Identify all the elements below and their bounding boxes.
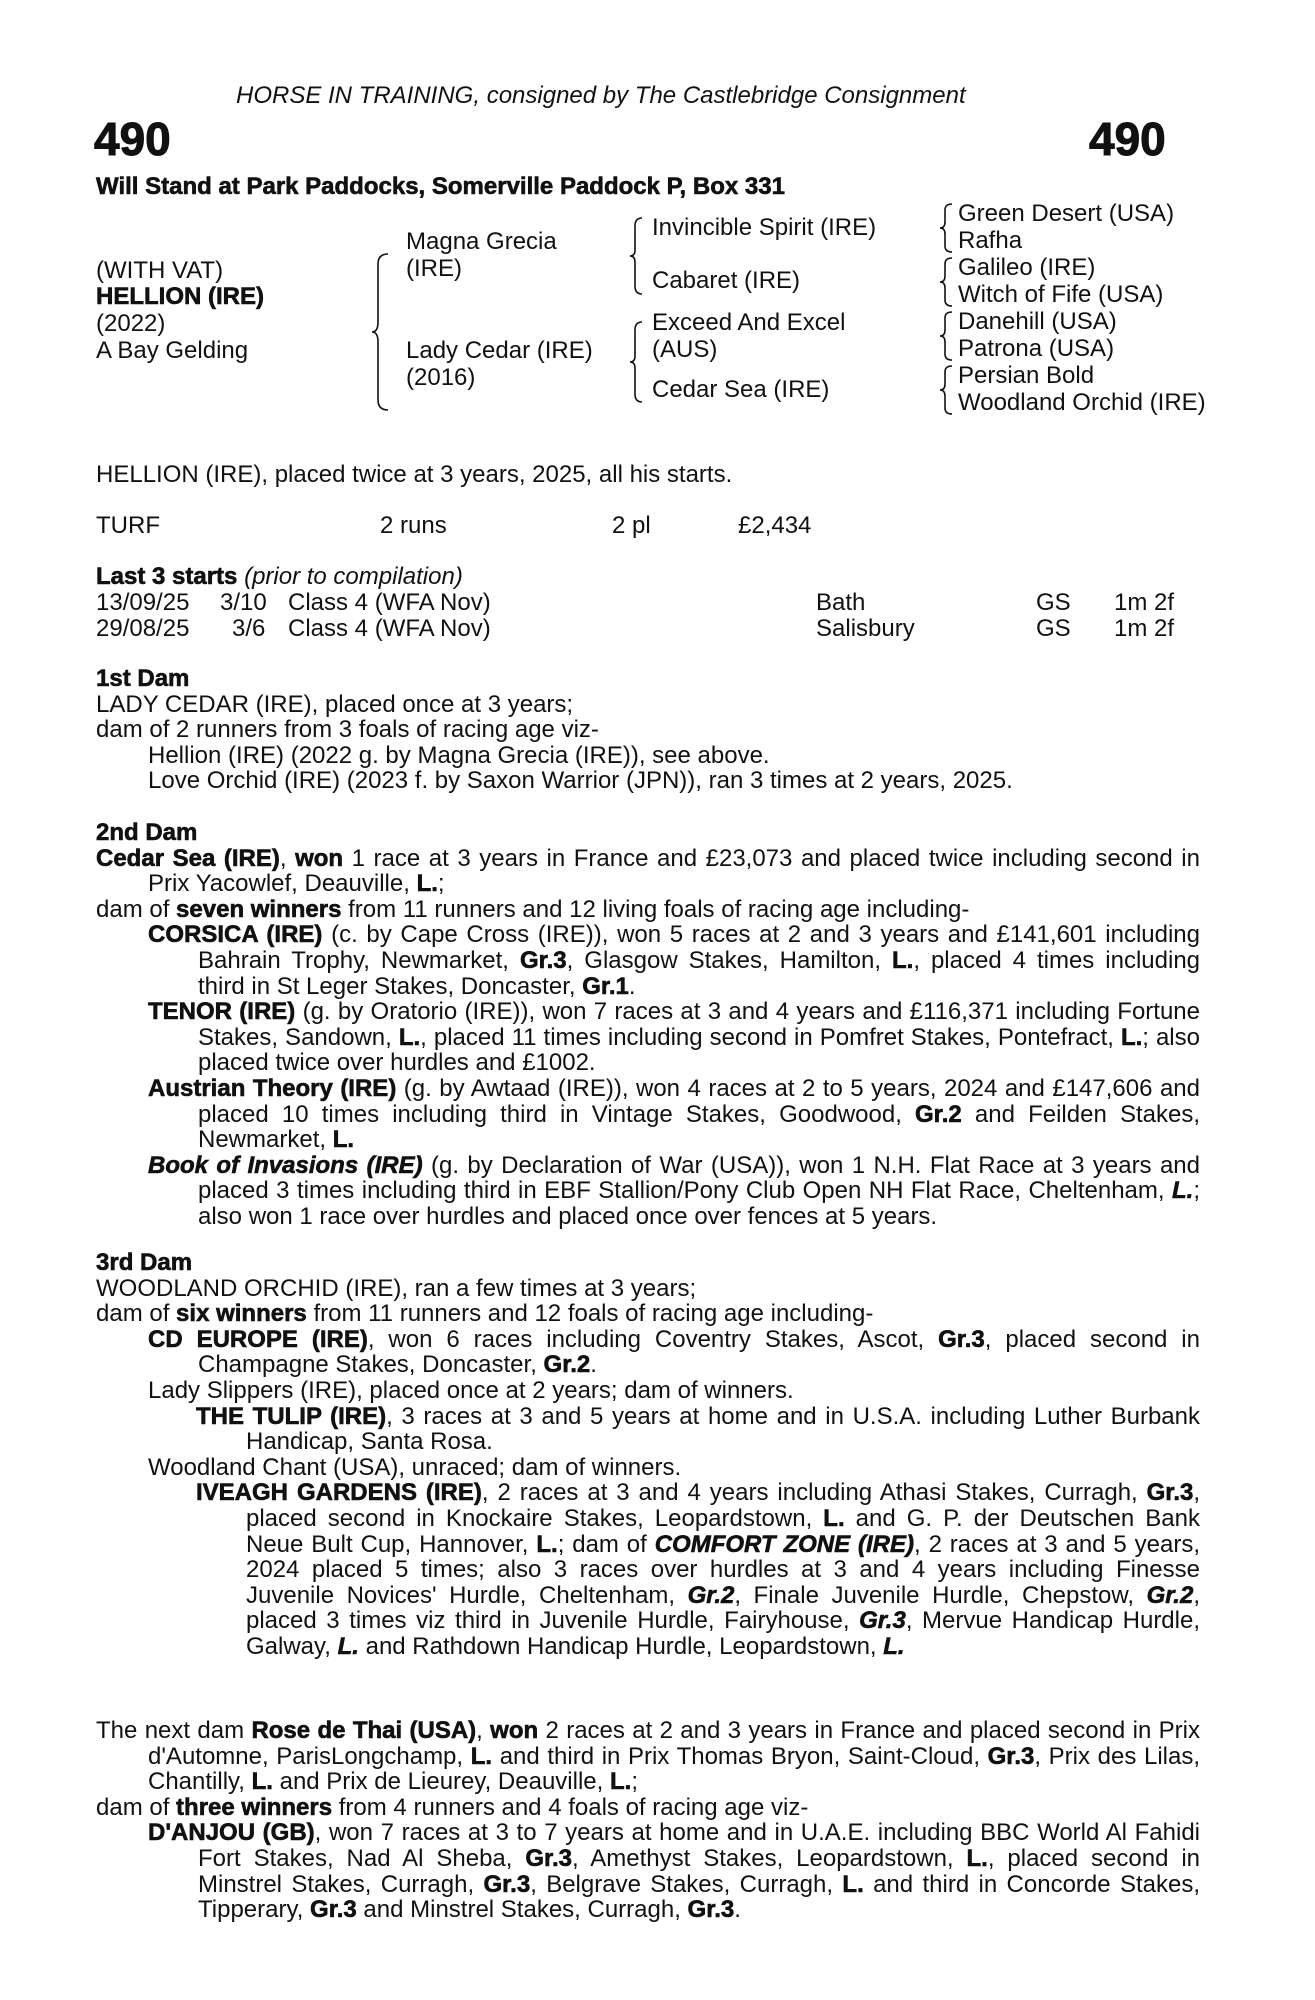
jumps-black-type-name: COMFORT ZONE (IRE) <box>654 1530 915 1558</box>
dam-name: Lady Cedar (IRE) <box>406 337 593 364</box>
second-dam-produce-line: dam of seven winners from 11 runners and 12 living foals of racing age including- <box>96 895 970 923</box>
racing-summary: HELLION (IRE), placed twice at 3 years, 2025, all his starts. <box>96 461 733 488</box>
record-placed: 2 pl <box>612 512 651 539</box>
black-type-name: IVEAGH GARDENS (IRE) <box>196 1479 482 1507</box>
sire-country: (IRE) <box>406 255 462 282</box>
record-surface: TURF <box>96 512 160 539</box>
first-dam-line: LADY CEDAR (IRE), placed once at 3 years; <box>96 690 574 718</box>
consignment-line: HORSE IN TRAINING, consigned by The Castlebridge Consignment <box>236 82 966 109</box>
dam-sire-dam: Patrona (USA) <box>958 335 1115 362</box>
won-label: won <box>295 844 344 872</box>
start-course: Bath <box>816 589 866 616</box>
start-position: 3/6 <box>232 615 266 642</box>
second-dam-name: Cedar Sea (IRE) <box>96 844 280 872</box>
produce-entry-iveagh-gardens: IVEAGH GARDENS (IRE), 2 races at 3 and 4 years including Athasi Stakes, Curragh, Gr.3, placed second in Knockaire Stakes, Leopardstown, L. and G. P. der Deutschen Bank Neue Bult Cup, Hannover, L.; dam of COMFORT ZONE (IRE), 2 races at 3 and 5 years, 2024 placed 5 times; also 3 races over hurdles at 3 and 4 years including Finesse Juvenile Novices' Hurdle, Cheltenham, Gr.2, Finale Juvenile Hurdle, Chepstow, Gr.2, placed 3 times viz third in Juvenile Hurdle, Fairyhouse, Gr.3, Mervue Handicap Hurdle, Galway, L. and Rathdown Handicap Hurdle, Leopardstown, L. <box>196 1479 1201 1660</box>
winners-count: seven winners <box>176 895 342 923</box>
start-date: 29/08/25 <box>96 615 190 642</box>
lot-number-left: 490 <box>94 113 171 165</box>
pedigree-brace-main <box>372 252 392 412</box>
last-starts-note: (prior to compilation) <box>244 563 463 590</box>
next-dam-produce-line: dam of three winners from 4 runners and 4 foals of racing age viz- <box>96 1793 809 1821</box>
third-dam-line: WOODLAND ORCHID (IRE), ran a few times at 3 years; <box>96 1274 697 1302</box>
black-type-name: CORSICA (IRE) <box>148 921 323 949</box>
first-dam-section <box>96 666 1200 794</box>
last-starts-heading <box>96 564 463 590</box>
produce-entry-book-of-invasions: Book of Invasions (IRE) (g. by Declaration of War (USA)), won 1 N.H. Flat Race at 3 years and placed 3 times including third in EBF Stallion/Pony Club Open NH Flat Race, Cheltenham, L.; also won 1 race over hurdles and placed once over fences at 5 years. <box>148 1151 1201 1230</box>
start-position: 3/10 <box>220 589 267 616</box>
start-distance: 1m 2f <box>1114 589 1175 616</box>
start-date: 13/09/25 <box>96 589 190 616</box>
sire-dam: Cabaret (IRE) <box>652 267 801 294</box>
sire-name: Magna Grecia <box>406 228 557 255</box>
vat-note: (WITH VAT) <box>96 257 224 284</box>
black-type-name: TENOR (IRE) <box>148 998 296 1026</box>
produce-entry-corsica: CORSICA (IRE) (c. by Cape Cross (IRE)), won 5 races at 2 and 3 years and £141,601 including Bahrain Trophy, Newmarket, Gr.3, Glasgow Stakes, Hamilton, L., placed 4 times including third in St Leger Stakes, Doncaster, Gr.1. <box>148 921 1201 1000</box>
third-dam-produce-line: dam of six winners from 11 runners and 12 foals of racing age including- <box>96 1300 874 1328</box>
pedigree-brace-g4 <box>940 364 954 416</box>
produce-entry-danjou: D'ANJOU (GB), won 7 races at 3 to 7 years at home and in U.A.E. including BBC World Al Fahidi Fort Stakes, Nad Al Sheba, Gr.3, Amethyst Stakes, Leopardstown, L., placed second in Minstrel Stakes, Curragh, Gr.3, Belgrave Stakes, Curragh, L. and third in Concorde Stakes, Tipperary, Gr.3 and Minstrel Stakes, Curragh, Gr.3. <box>148 1819 1201 1924</box>
next-dam-paragraph: The next dam Rose de Thai (USA), won 2 races at 2 and 3 years in France and placed second in Prix d'Automne, ParisLongchamp, L. and third in Prix Thomas Bryon, Saint-Cloud, Gr.3, Prix des Lilas, Chantilly, L. and Prix de Lieurey, Deauville, L.; <box>96 1717 1200 1796</box>
start-race: Class 4 (WFA Nov) <box>288 615 491 642</box>
dam-sire-country: (AUS) <box>652 336 718 363</box>
dam-year: (2016) <box>406 364 476 391</box>
listed-label: L. <box>416 870 438 898</box>
black-type-name: Austrian Theory (IRE) <box>148 1074 397 1102</box>
record-runs: 2 runs <box>380 512 447 539</box>
dam-dam-sire: Persian Bold <box>958 362 1095 389</box>
start-going: GS <box>1036 589 1071 616</box>
sire-dam-sire: Galileo (IRE) <box>958 254 1096 281</box>
horse-name: HELLION (IRE) <box>96 283 264 310</box>
produce-entry-lady-slippers: Lady Slippers (IRE), placed once at 2 years; dam of winners. <box>148 1376 794 1404</box>
produce-entry-woodland-chant: Woodland Chant (USA), unraced; dam of winners. <box>148 1453 682 1481</box>
foaling-year: (2022) <box>96 310 166 337</box>
first-dam-produce-line: dam of 2 runners from 3 foals of racing age viz- <box>96 716 599 744</box>
produce-entry: Love Orchid (IRE) (2023 f. by Saxon Warrior (JPN)), ran 3 times at 2 years, 2025. <box>148 767 1013 795</box>
lot-number-right: 490 <box>1089 113 1166 165</box>
dam-sire: Exceed And Excel <box>652 309 846 336</box>
horse-description: A Bay Gelding <box>96 337 249 364</box>
pedigree-brace-g2 <box>940 256 954 308</box>
dam-sire-sire: Danehill (USA) <box>958 308 1117 335</box>
produce-entry-tenor: TENOR (IRE) (g. by Oratorio (IRE)), won 7 races at 3 and 4 years and £116,371 including Fortune Stakes, Sandown, L., placed 11 times including second in Pomfret Stakes, Pontefract, L.; also placed twice over hurdles and £1002. <box>148 998 1200 1077</box>
produce-entry-the-tulip: THE TULIP (IRE), 3 races at 3 and 5 years at home and in U.S.A. including Luther Burbank Handicap, Santa Rosa. <box>196 1402 1200 1456</box>
second-dam-paragraph: Cedar Sea (IRE), won 1 race at 3 years in France and £23,073 and placed twice including second in Prix Yacowlef, Deauville, L.; <box>96 844 1200 898</box>
dam-dam-dam: Woodland Orchid (IRE) <box>958 389 1206 416</box>
jumps-black-type-name: Book of Invasions (IRE) <box>148 1151 423 1179</box>
produce-entry: Hellion (IRE) (2022 g. by Magna Grecia (IRE)), see above. <box>148 741 770 769</box>
second-dam-heading: 2nd Dam <box>96 819 198 846</box>
pedigree-brace-g1 <box>940 202 954 254</box>
sire-sire-dam: Rafha <box>958 227 1023 254</box>
third-dam-heading: 3rd Dam <box>96 1249 193 1276</box>
start-distance: 1m 2f <box>1114 615 1175 642</box>
pedigree-brace-g3 <box>940 310 954 362</box>
second-dam-section <box>96 820 1200 1230</box>
start-going: GS <box>1036 615 1071 642</box>
black-type-name: CD EUROPE (IRE) <box>148 1325 368 1353</box>
pedigree-brace-dam <box>630 320 644 404</box>
black-type-name: THE TULIP (IRE) <box>196 1402 387 1430</box>
black-type-name: D'ANJOU (GB) <box>148 1819 315 1847</box>
won-label: won <box>490 1717 539 1744</box>
first-dam-heading: 1st Dam <box>96 665 190 692</box>
produce-entry-cd-europe: CD EUROPE (IRE), won 6 races including Coventry Stakes, Ascot, Gr.3, placed second in Champagne Stakes, Doncaster, Gr.2. <box>148 1325 1200 1379</box>
sire-dam-dam: Witch of Fife (USA) <box>958 281 1164 308</box>
pedigree-brace-sire <box>630 216 644 296</box>
third-dam-section <box>96 1250 1200 1660</box>
sire-sire-sire: Green Desert (USA) <box>958 200 1175 227</box>
record-earnings: £2,434 <box>738 512 812 539</box>
last-starts-title: Last 3 starts <box>96 563 238 590</box>
winners-count: six winners <box>176 1300 307 1328</box>
produce-entry-austrian-theory: Austrian Theory (IRE) (g. by Awtaad (IRE)), won 4 races at 2 to 5 years, 2024 and £147,606 and placed 10 times including third in Vintage Stakes, Goodwood, Gr.2 and Feilden Stakes, Newmarket, L. <box>148 1074 1200 1154</box>
next-dam-name: Rose de Thai (USA) <box>251 1717 477 1744</box>
winners-count: three winners <box>176 1793 333 1821</box>
start-race: Class 4 (WFA Nov) <box>288 589 491 616</box>
sire-sire: Invincible Spirit (IRE) <box>652 214 877 241</box>
start-course: Salisbury <box>816 615 915 642</box>
dam-dam: Cedar Sea (IRE) <box>652 376 830 403</box>
stabling-line: Will Stand at Park Paddocks, Somerville Paddock P, Box 331 <box>96 173 785 200</box>
next-dam-section <box>96 1718 1200 1923</box>
